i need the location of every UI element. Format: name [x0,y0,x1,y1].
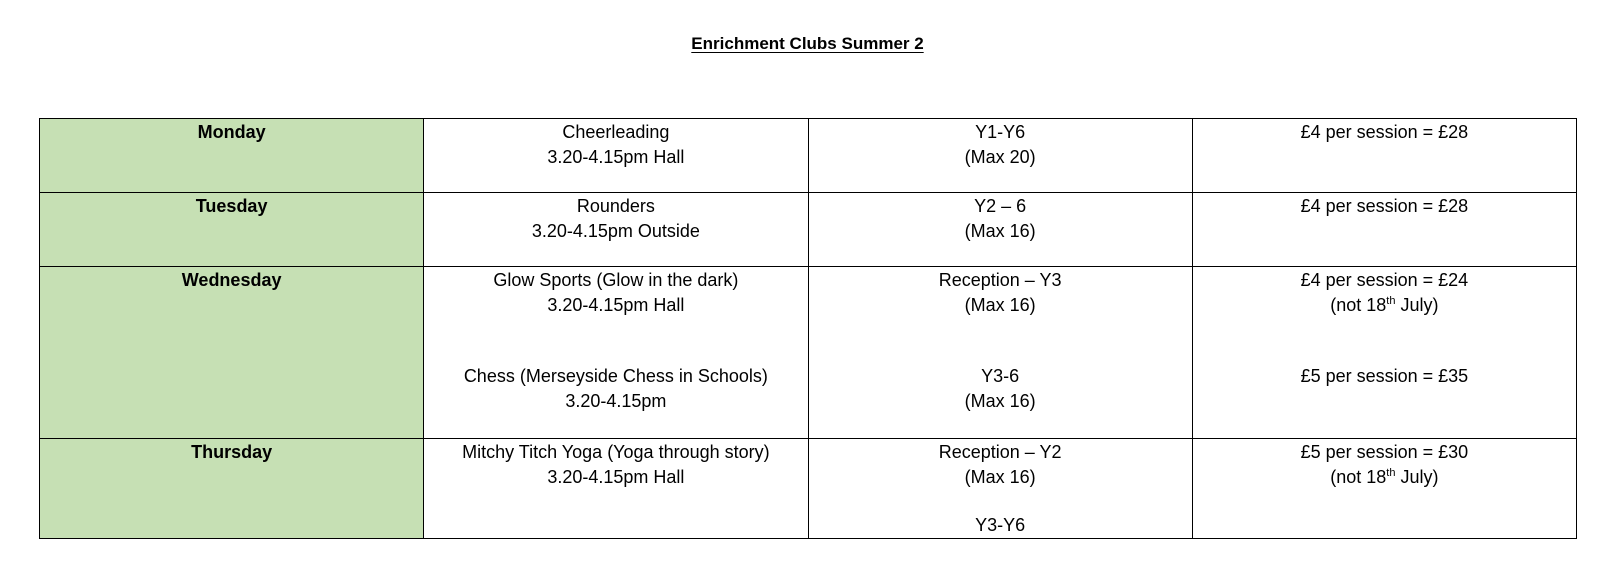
day-label: Thursday [191,442,273,462]
cost-cell [1192,119,1576,193]
club-cost: £5 per session = £30 [1300,442,1469,462]
club-name: Cheerleading [562,122,670,142]
club-time: 3.20-4.15pm [565,391,667,411]
page-title: Enrichment Clubs Summer 2 [691,34,924,53]
years-cell [808,439,1192,539]
club-time: 3.20-4.15pm Hall [547,467,685,487]
years-cell [808,267,1192,439]
table-row-monday [40,119,1577,193]
club-cost: £4 per session = £24 [1300,270,1469,290]
club-cell [424,439,808,539]
club-years: Y2 – 6 [974,196,1027,216]
club-years: Y1-Y6 [975,122,1026,142]
day-label: Tuesday [195,196,268,216]
day-cell-monday [40,119,424,193]
club-time: 3.20-4.15pm Hall [547,147,685,167]
club-years: Y3-Y6 [975,515,1026,535]
club-max: (Max 16) [964,295,1036,315]
club-cell [424,119,808,193]
club-cost: £4 per session = £28 [1300,196,1469,216]
day-cell-wednesday [40,267,424,439]
clubs-table [39,118,1577,539]
day-label: Wednesday [181,270,282,290]
club-time: 3.20-4.15pm Outside [531,221,700,241]
day-label: Monday [197,122,266,142]
day-cell-tuesday [40,193,424,267]
club-max: (Max 16) [964,221,1036,241]
cost-cell [1192,267,1576,439]
club-cell [424,193,808,267]
club-years: Y3-6 [981,366,1020,386]
table-row-wednesday [40,267,1577,439]
table-row-thursday [40,439,1577,539]
years-cell [808,193,1192,267]
club-max: (Max 16) [964,391,1036,411]
club-years: Reception – Y2 [938,442,1062,462]
day-cell-thursday [40,439,424,539]
club-name: Chess (Merseyside Chess in Schools) [463,366,768,386]
cost-cell [1192,193,1576,267]
club-note: (not 18th July) [1330,295,1439,315]
club-cost: £4 per session = £28 [1300,122,1469,142]
club-time: 3.20-4.15pm Hall [547,295,685,315]
club-cost: £5 per session = £35 [1300,366,1469,386]
club-name: Rounders [576,196,655,216]
club-note: (not 18th July) [1330,467,1439,487]
years-cell [808,119,1192,193]
club-max: (Max 20) [964,147,1036,167]
club-max: (Max 16) [964,467,1036,487]
cost-cell [1192,439,1576,539]
club-years: Reception – Y3 [938,270,1062,290]
club-name: Mitchy Titch Yoga (Yoga through story) [462,442,770,462]
club-name: Glow Sports (Glow in the dark) [493,270,739,290]
table-row-tuesday [40,193,1577,267]
club-cell [424,267,808,439]
